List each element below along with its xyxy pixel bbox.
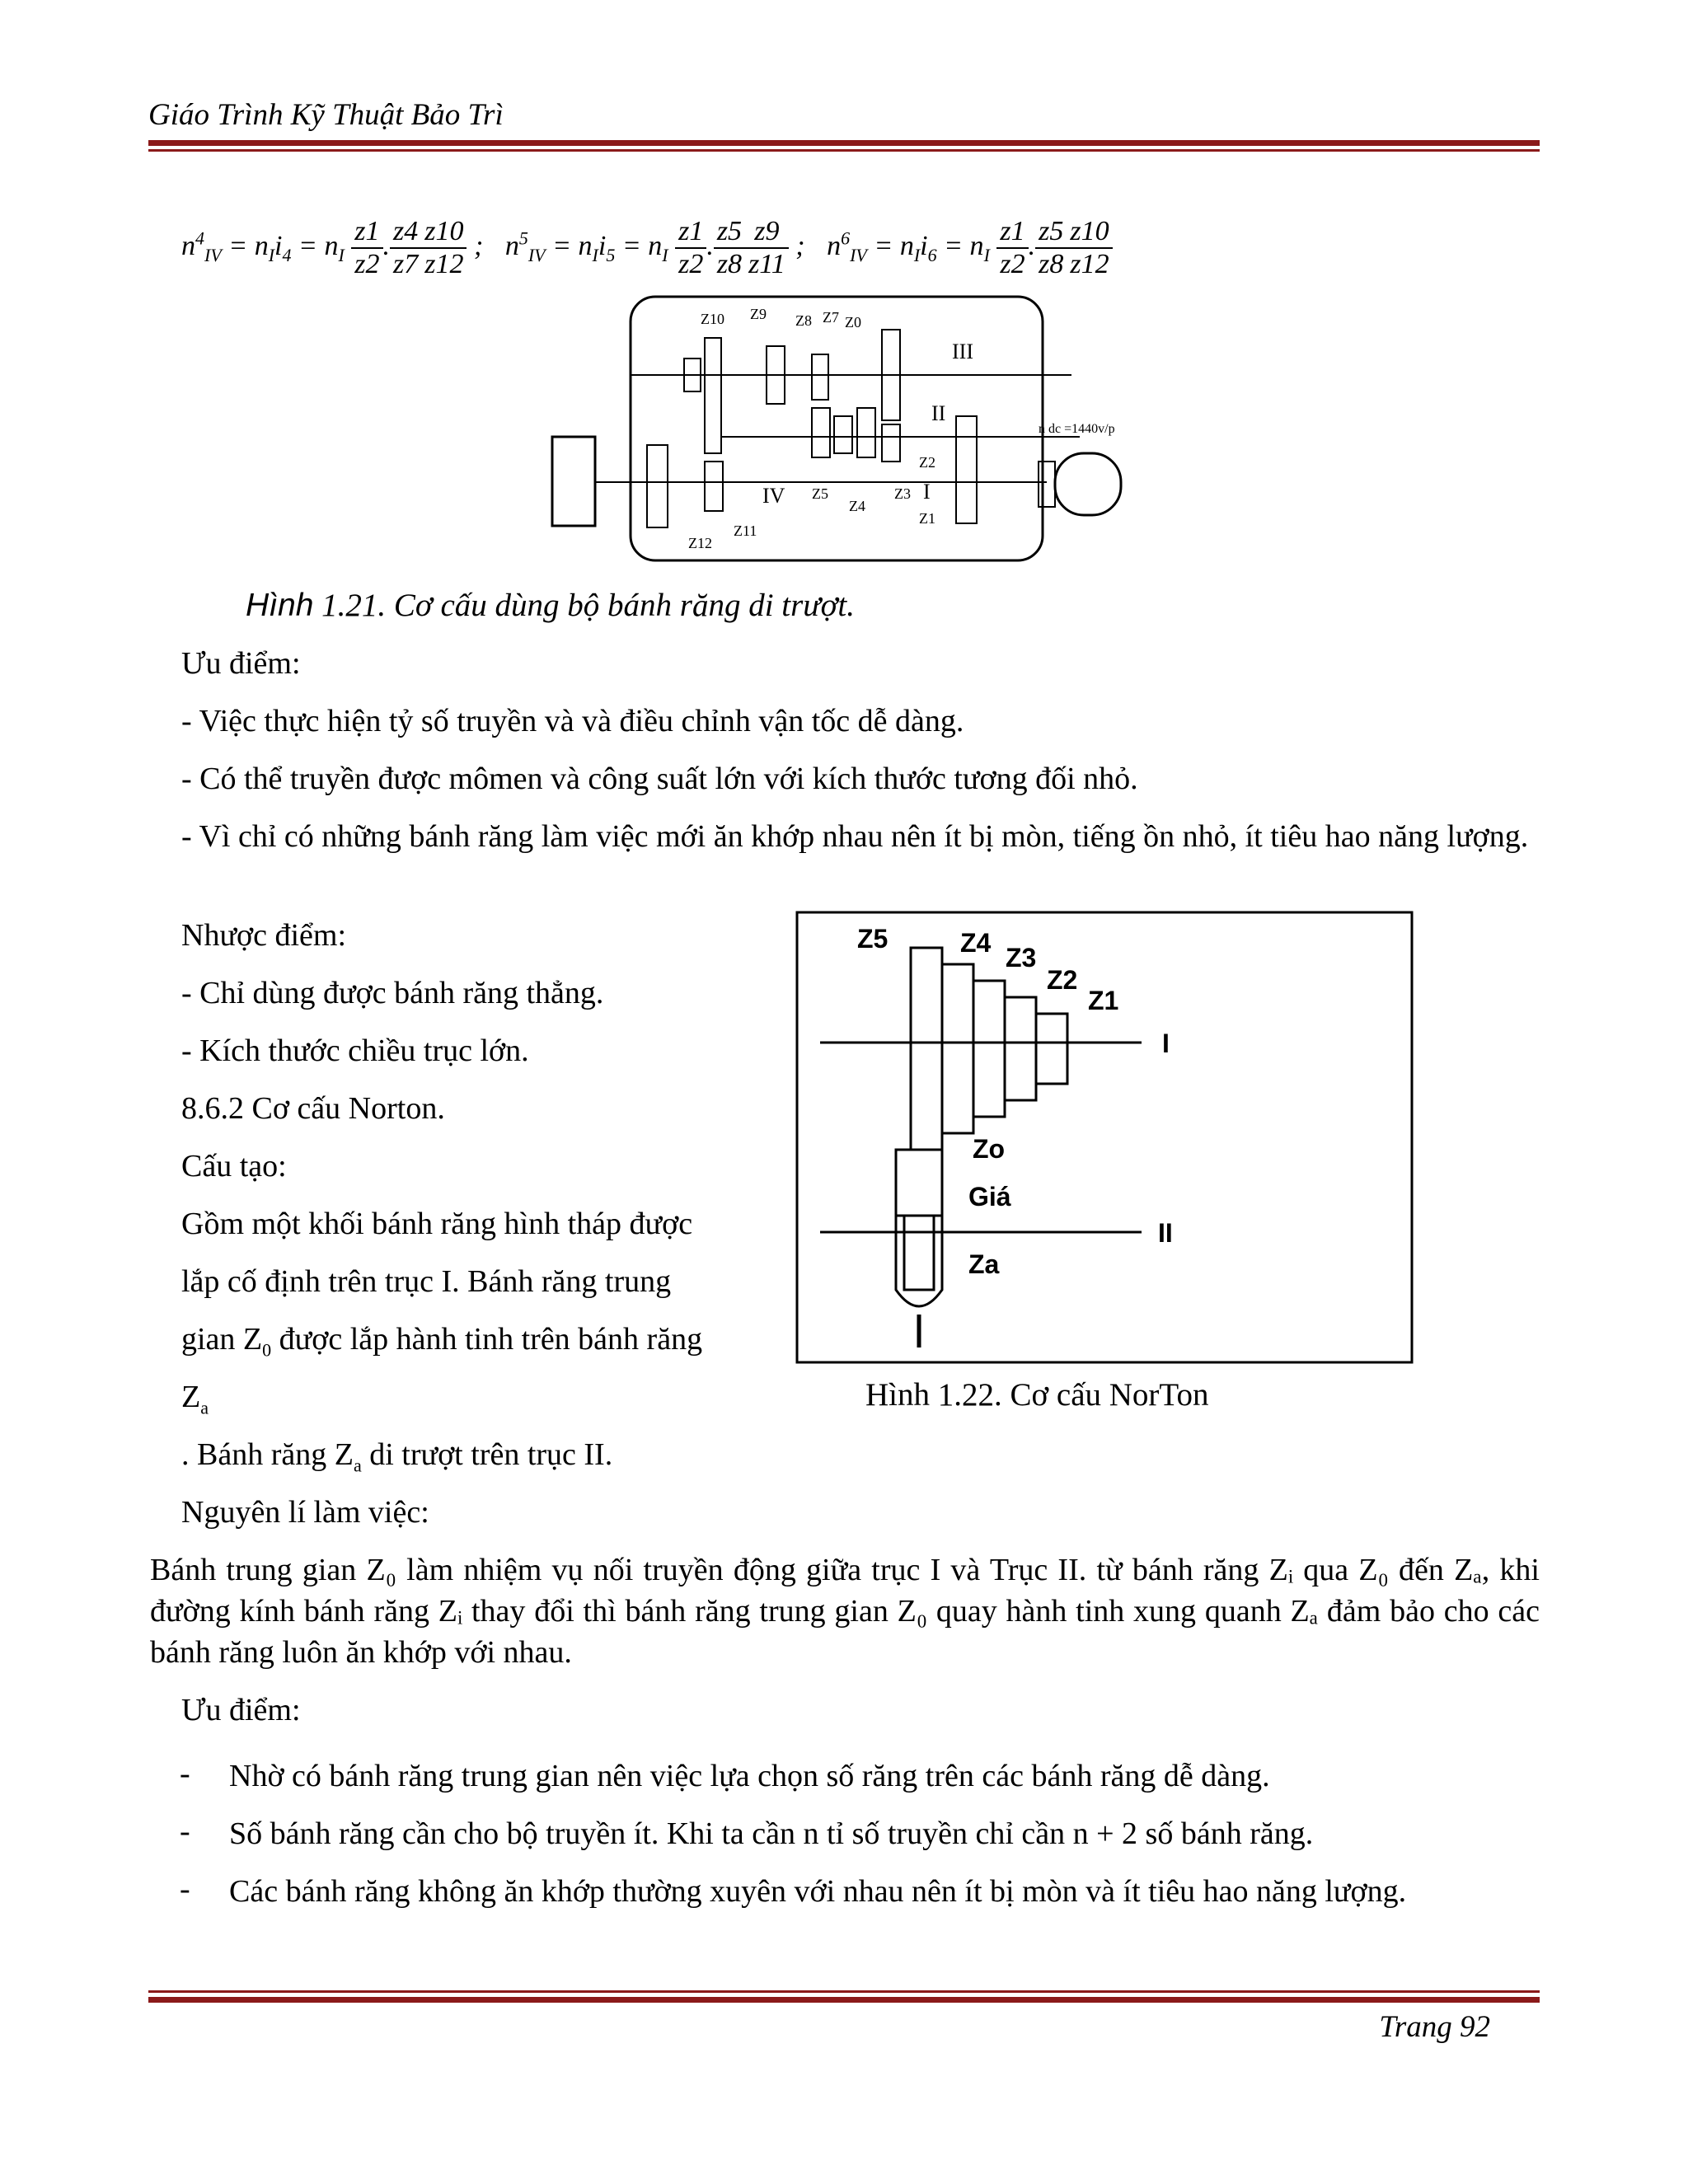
heading-cau-tao: Cấu tạo: xyxy=(181,1149,287,1183)
norton-label-za: Za xyxy=(968,1249,1000,1279)
header-rule-thin xyxy=(148,149,1540,152)
figure-1-22-caption: Hình 1.22. Cơ cấu NorTon xyxy=(865,1377,1209,1413)
label-z5: Z5 xyxy=(812,485,828,502)
uu-diem-1-item-3: - Vì chỉ có những bánh răng làm việc mới ăn khớp nhau nên ít bị mòn, tiếng ồn nhỏ, ít tiêu hao năng lượng. xyxy=(181,819,1529,854)
header-rule-thick xyxy=(148,140,1540,146)
uu-diem-2-item-3: Các bánh răng không ăn khớp thường xuyên với nhau nên ít bị mòn và ít tiêu hao năng lượng. xyxy=(229,1874,1407,1909)
heading-nguyen-li: Nguyên lí làm việc: xyxy=(181,1495,429,1530)
cau-tao-line-4: $Z_a$ xyxy=(181,1380,209,1418)
norton-label-zo: Zo xyxy=(973,1134,1006,1164)
nhuoc-diem-item-1: - Chỉ dùng được bánh răng thẳng. xyxy=(181,976,604,1010)
cau-tao-line-5: . Bánh răng $Z_a$ di trượt trên trục II. xyxy=(181,1437,613,1476)
cau-tao-line-1: Gồm một khối bánh răng hình tháp được xyxy=(181,1207,693,1241)
label-motor-speed: n dc =1440v/p xyxy=(1039,422,1115,436)
label-z2: Z2 xyxy=(919,454,935,471)
label-shaft-ii: II xyxy=(931,401,946,425)
uu-diem-1-item-1: - Việc thực hiện tỷ số truyền và và điều chỉnh vận tốc dễ dàng. xyxy=(181,704,964,738)
nguyen-li-paragraph: Bánh trung gian Z₀ làm nhiệm vụ nối truyền động giữa trục I và Trục II. từ bánh răng Zᵢ qua Z₀ đến Zₐ, khi đường kính bánh răng Zᵢ thay đổi thì bánh răng trung gian Z₀ quay hành tinh xung quanh Zₐ đảm bảo cho các bánh răng luôn ăn khớp với nhau. xyxy=(150,1553,1540,1670)
footer-rule-thick xyxy=(148,1997,1540,2003)
norton-label-gia: Giá xyxy=(968,1182,1011,1212)
formula-n4: $n^4_{IV} = n_Ii_4 = n_I$ $\frac{z1}{z2}$ . $\frac{z4}{z7}$ $\frac{z10}{z12}$ ; xyxy=(181,216,484,279)
heading-nhuoc-diem: Nhược điểm: xyxy=(181,918,347,953)
figure-1-21-caption: Hình 1.21. Cơ cấu dùng bộ bánh răng di trượt. xyxy=(246,588,855,623)
label-z3: Z3 xyxy=(894,485,911,502)
label-z11: Z11 xyxy=(734,523,757,539)
norton-label-z1: Z1 xyxy=(1088,986,1119,1015)
nhuoc-diem-item-2: - Kích thước chiều trục lớn. xyxy=(181,1033,529,1068)
bullet-dash-2: - xyxy=(180,1814,190,1849)
heading-uu-diem-2: Ưu điểm: xyxy=(181,1693,301,1727)
norton-label-z4: Z4 xyxy=(960,928,992,958)
heading-uu-diem-1: Ưu điểm: xyxy=(181,646,301,681)
section-heading: 8.6.2 Cơ cấu Norton. xyxy=(181,1091,445,1126)
label-shaft-i: I xyxy=(923,480,931,504)
label-z10: Z10 xyxy=(701,311,724,327)
cau-tao-line-2: lắp cố định trên trục I. Bánh răng trung xyxy=(181,1264,672,1299)
header-title: Giáo Trình Kỹ Thuật Bảo Trì xyxy=(148,98,504,132)
norton-label-z2: Z2 xyxy=(1047,965,1078,995)
uu-diem-2-item-2: Số bánh răng cần cho bộ truyền ít. Khi ta cần n tỉ số truyền chỉ cần n + 2 số bánh răng. xyxy=(229,1816,1314,1851)
gearbox-diagram xyxy=(544,293,1154,565)
label-z9: Z9 xyxy=(750,306,767,322)
formula-n5: $n^5_{IV} = n_Ii_5 = n_I$ $\frac{z1}{z2}$ . $\frac{z5}{z8}$ $\frac{z9}{z11}$ ; xyxy=(504,216,805,279)
norton-label-z3: Z3 xyxy=(1006,943,1037,972)
cau-tao-line-3: gian $Z_0$ được lắp hành tinh trên bánh răng xyxy=(181,1322,703,1361)
bullet-dash-1: - xyxy=(180,1756,190,1791)
norton-label-z5: Z5 xyxy=(857,924,889,954)
footer-rule-thin xyxy=(148,1990,1540,1993)
norton-label-i: I xyxy=(1162,1029,1170,1058)
bullet-dash-3: - xyxy=(180,1872,190,1906)
norton-label-ii: II xyxy=(1158,1218,1173,1248)
norton-diagram xyxy=(795,911,1414,1364)
uu-diem-2-item-1: Nhờ có bánh răng trung gian nên việc lựa chọn số răng trên các bánh răng dễ dàng. xyxy=(229,1759,1270,1793)
uu-diem-1-item-2: - Có thể truyền được mômen và công suất lớn với kích thước tương đối nhỏ. xyxy=(181,762,1138,796)
label-z7: Z7 xyxy=(823,309,839,326)
label-shaft-iii: III xyxy=(952,340,973,363)
label-z8: Z8 xyxy=(795,312,812,329)
label-z0: Z0 xyxy=(845,314,861,330)
label-z1: Z1 xyxy=(919,510,935,527)
label-z4: Z4 xyxy=(849,498,865,514)
label-z12: Z12 xyxy=(688,535,712,551)
formula-line xyxy=(181,216,1113,280)
label-shaft-iv: IV xyxy=(762,484,785,508)
formula-n6: $n^6_{IV} = n_Ii_6 = n_I$ $\frac{z1}{z2}$ . $\frac{z5}{z8}$ $\frac{z10}{z12}$ xyxy=(827,231,1112,261)
page-number: Trang 92 xyxy=(1379,2010,1490,2044)
